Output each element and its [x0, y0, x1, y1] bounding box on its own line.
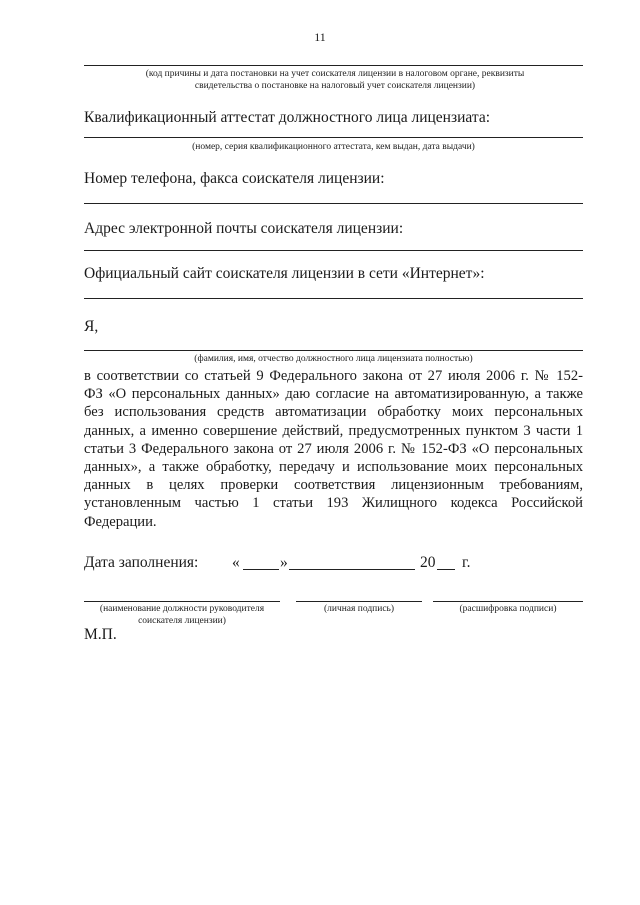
signature-decode-line[interactable]: [433, 601, 583, 602]
page-number: 11: [314, 30, 326, 44]
signature-line[interactable]: [296, 601, 422, 602]
consent-line: данных», а также обработку, передачу и использование моих персональных: [84, 459, 583, 476]
consent-line: Федерации.: [84, 513, 157, 530]
certificate-line[interactable]: [84, 137, 583, 138]
full-name-line[interactable]: [84, 350, 583, 351]
tax-registration-caption: (код причины и дата постановки на учет соискателя лицензии в налоговом органе, реквизиты свидетельства о постановке на налоговый учет соискателя лицензии): [145, 69, 525, 91]
date-day-field[interactable]: [243, 569, 279, 570]
ya-label: Я,: [84, 318, 99, 335]
full-name-caption: (фамилия, имя, отчество должностного лица лицензиата полностью): [194, 354, 473, 364]
consent-line: установленным частью 1 статьи 193 Жилищного кодекса Российской: [84, 495, 583, 512]
consent-line: без использования средств автоматизации обработку моих персональных: [84, 404, 583, 421]
email-line[interactable]: [84, 250, 583, 251]
email-label: Адрес электронной почты соискателя лицензии:: [84, 220, 404, 237]
date-open-quote: «: [232, 554, 240, 571]
date-label: Дата заполнения:: [84, 554, 199, 571]
consent-paragraph: [84, 367, 583, 531]
phone-line[interactable]: [84, 203, 583, 204]
consent-line: данных, а именно совершение действий, предусмотренных пунктом 3 части 1: [84, 422, 583, 439]
certificate-caption: (номер, серия квалификационного аттестата, кем выдан, дата выдачи): [192, 142, 475, 152]
consent-line: данных в целях проверки соответствия лицензионным требованиям,: [84, 477, 583, 494]
website-line[interactable]: [84, 298, 583, 299]
consent-line: в соответствии со статьей 9 Федерального закона от 27 июля 2006 г. № 152-: [84, 368, 583, 384]
date-year-prefix: 20: [420, 554, 436, 571]
certificate-label: Квалификационный аттестат должностного лица лицензиата:: [84, 109, 491, 126]
tax-registration-line[interactable]: [84, 65, 583, 66]
date-month-field[interactable]: [289, 569, 415, 570]
stamp-label: М.П.: [84, 626, 117, 643]
date-year-field[interactable]: [437, 569, 455, 570]
date-year-suffix: г.: [462, 554, 471, 571]
website-label: Официальный сайт соискателя лицензии в сети «Интернет»:: [84, 265, 485, 282]
phone-label: Номер телефона, факса соискателя лицензии:: [84, 170, 385, 187]
consent-line: ФЗ «О персональных данных» даю согласие на автоматизированную, а также: [84, 386, 583, 403]
position-line[interactable]: [84, 601, 280, 602]
signature-decode-caption: (расшифровка подписи): [459, 604, 557, 614]
date-close-quote: »: [280, 554, 288, 571]
position-caption: (наименование должности руководителя соискателя лицензии): [99, 604, 265, 626]
consent-line: статьи 3 Федерального закона от 27 июля 2006 г. № 152-ФЗ «О персональных: [84, 440, 583, 457]
signature-caption: (личная подпись): [323, 604, 395, 614]
